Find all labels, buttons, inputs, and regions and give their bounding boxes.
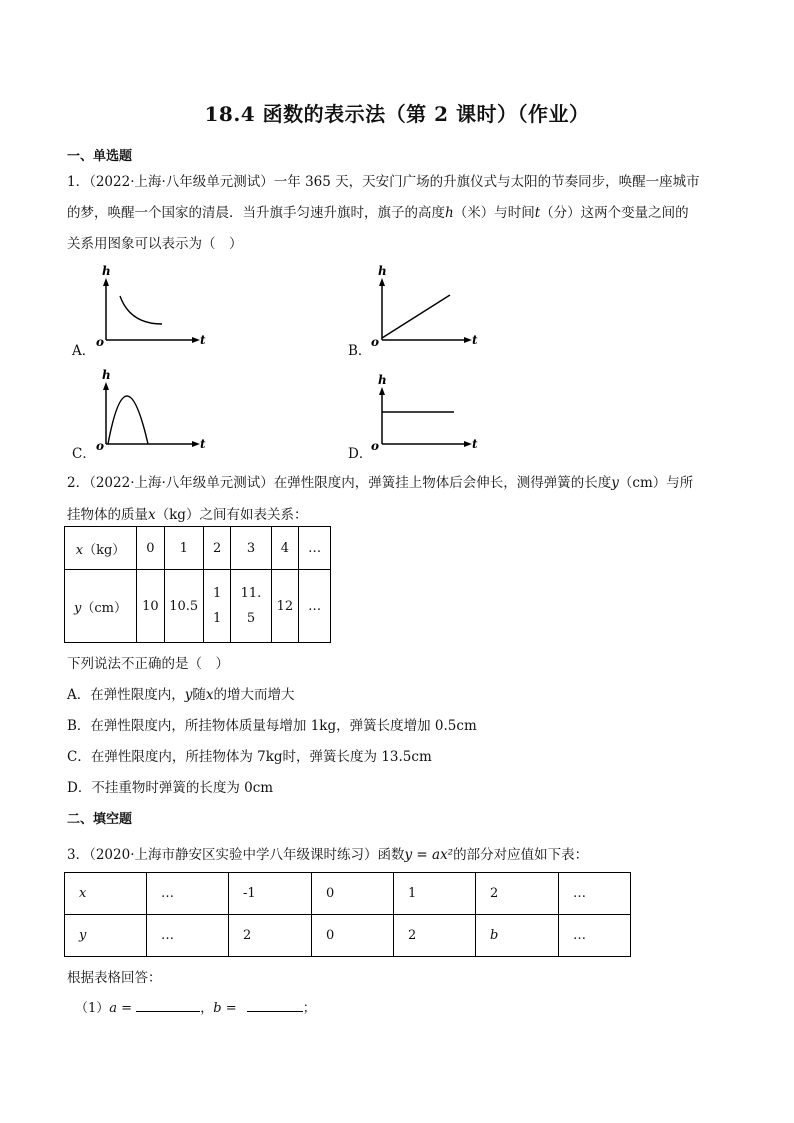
table-row bbox=[65, 527, 331, 570]
axis-y-label: h bbox=[378, 264, 387, 278]
q2-choice-a[interactable]: A．在弹性限度内，y随x的增大而增大 bbox=[67, 687, 295, 703]
graph-d-constant[interactable] bbox=[368, 366, 498, 456]
table-cell: 2 bbox=[229, 915, 312, 957]
table-cell: -1 bbox=[229, 873, 312, 915]
q2-line1: 2．（2022·上海·八年级单元测试）在弹性限度内，弹簧挂上物体后会伸长，测得弹簧的长度y（cm）与所 bbox=[67, 475, 694, 491]
answer-blank-a[interactable] bbox=[136, 999, 200, 1012]
axis-y-label: h bbox=[102, 368, 111, 382]
axis-x-label: t bbox=[200, 437, 206, 451]
axis-x-label: t bbox=[472, 333, 478, 347]
answer-blank-b[interactable] bbox=[247, 999, 303, 1012]
table-cell: 1 bbox=[394, 873, 476, 915]
origin-label: o bbox=[371, 335, 380, 349]
axis-y-label: h bbox=[102, 264, 111, 278]
q1-line2: 的梦，唤醒一个国家的清晨．当升旗手匀速升旗时，旗子的高度h（米）与时间t（分）这两个变量之间的 bbox=[67, 205, 689, 221]
q2-choice-b[interactable]: B．在弹性限度内，所挂物体质量每增加 1kg，弹簧长度增加 0.5cm bbox=[67, 718, 477, 734]
axis-x-label: t bbox=[472, 437, 478, 451]
q3-answer-prompt: 根据表格回答： bbox=[67, 970, 162, 986]
table-cell: x bbox=[65, 873, 147, 915]
page-title: 18.4 函数的表示法（第 2 课时）（作业） bbox=[204, 102, 590, 126]
q3-sub1: （1）a = ，b = ； bbox=[75, 1001, 316, 1016]
q1-line1: 1．（2022·上海·八年级单元测试）一年 365 天，天安门广场的升旗仪式与太阳的节奏同步，唤醒一座城市 bbox=[67, 174, 700, 190]
q2-choice-d[interactable]: D．不挂重物时弹簧的长度为 0cm bbox=[67, 780, 274, 796]
table-cell: 1 bbox=[164, 527, 203, 570]
q1-line3: 关系用图象可以表示为（ ） bbox=[67, 236, 243, 252]
q3-value-table bbox=[64, 872, 631, 957]
table-cell: 0 bbox=[137, 527, 165, 570]
origin-label: o bbox=[96, 439, 105, 453]
table-cell: y（cm） bbox=[65, 570, 137, 643]
table-cell: b bbox=[476, 915, 559, 957]
q2-spring-table bbox=[64, 526, 331, 643]
origin-label: o bbox=[371, 439, 380, 453]
table-cell: … bbox=[299, 570, 331, 643]
table-cell: … bbox=[559, 873, 631, 915]
table-cell: 2 bbox=[394, 915, 476, 957]
axis-y-label: h bbox=[378, 373, 387, 387]
graph-c-parabola[interactable] bbox=[92, 366, 222, 456]
table-cell: x（kg） bbox=[65, 527, 137, 570]
option-c-label[interactable]: C． bbox=[72, 446, 96, 462]
section-heading-single-choice: 一、单选题 bbox=[67, 149, 133, 164]
table-cell: 0 bbox=[312, 873, 394, 915]
table-cell: … bbox=[559, 915, 631, 957]
section-heading-fill-blank: 二、填空题 bbox=[67, 812, 133, 827]
table-cell: 2 bbox=[203, 527, 231, 570]
table-cell: 12 bbox=[271, 570, 299, 643]
table-cell: y bbox=[65, 915, 147, 957]
q2-prompt: 下列说法不正确的是（ ） bbox=[67, 656, 229, 672]
table-cell: … bbox=[147, 915, 229, 957]
graph-b-linear-increasing[interactable] bbox=[368, 262, 498, 352]
q2-line2: 挂物体的质量x（kg）之间有如表关系： bbox=[67, 507, 308, 523]
graph-a-decreasing-curve[interactable] bbox=[92, 262, 222, 352]
axis-x-label: t bbox=[200, 333, 206, 347]
table-cell: 2 bbox=[476, 873, 559, 915]
table-cell: 10 bbox=[137, 570, 165, 643]
table-row bbox=[65, 915, 631, 957]
option-b-label[interactable]: B． bbox=[348, 343, 372, 359]
table-row bbox=[65, 873, 631, 915]
table-cell: 3 bbox=[231, 527, 271, 570]
formula: y = ax² bbox=[404, 847, 454, 863]
option-a-label[interactable]: A． bbox=[72, 343, 96, 359]
table-cell: 4 bbox=[271, 527, 299, 570]
table-cell: 10.5 bbox=[164, 570, 203, 643]
table-cell: … bbox=[299, 527, 331, 570]
table-row bbox=[65, 570, 331, 643]
table-cell: 11. 5 bbox=[231, 570, 271, 643]
q3-line1: 3．（2020·上海市静安区实验中学八年级课时练习）函数y = ax²的部分对应值如下表： bbox=[67, 847, 589, 863]
origin-label: o bbox=[96, 335, 105, 349]
table-cell: 0 bbox=[312, 915, 394, 957]
q2-choice-c[interactable]: C．在弹性限度内，所挂物体为 7kg时，弹簧长度为 13.5cm bbox=[67, 749, 432, 765]
option-d-label[interactable]: D． bbox=[348, 446, 373, 462]
table-cell: … bbox=[147, 873, 229, 915]
table-cell: 1 1 bbox=[203, 570, 231, 643]
